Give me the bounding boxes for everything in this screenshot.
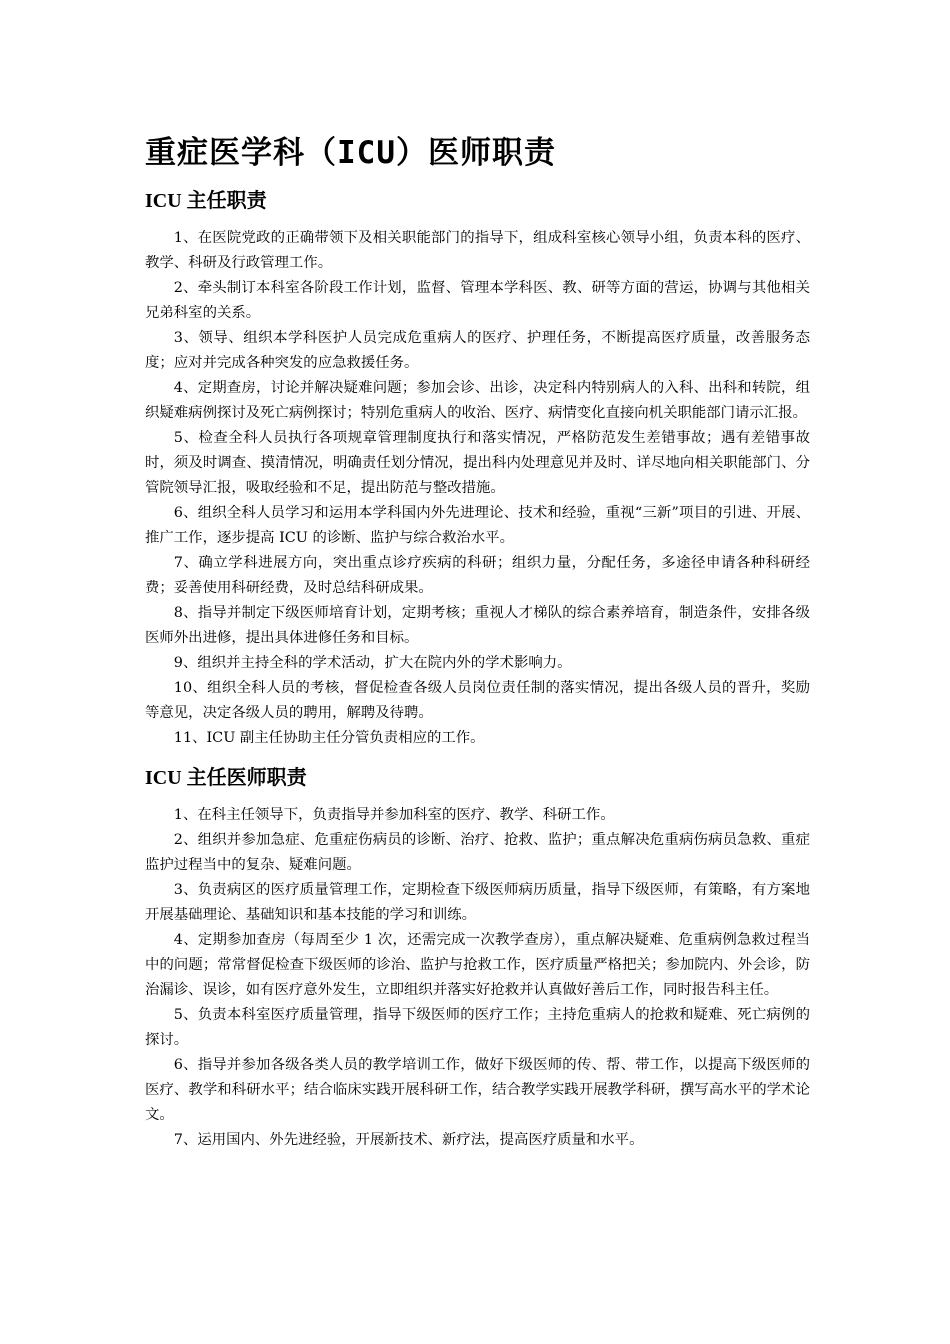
duty-paragraph: 6、指导并参加各级各类人员的教学培训工作，做好下级医师的传、帮、带工作，以提高下级医师的医疗、教学和科研水平；结合临床实践开展科研工作，结合教学实践开展教学科研，撰写高水平的学术论文。 [145,1057,810,1123]
duty-paragraph: 7、确立学科进展方向，突出重点诊疗疾病的科研；组织力量，分配任务，多途径申请各种科研经费；妥善使用科研经费，及时总结科研成果。 [145,555,810,596]
duty-paragraph: 3、负责病区的医疗质量管理工作，定期检查下级医师病历质量，指导下级医师，有策略，有方案地开展基础理论、基础知识和基本技能的学习和训练。 [145,882,810,923]
section-heading: ICU 主任医师职责 [145,767,307,789]
duty-paragraph: 1、在医院党政的正确带领下及相关职能部门的指导下，组成科室核心领导小组，负责本科的医疗、教学、科研及行政管理工作。 [145,230,810,271]
duty-paragraph: 3、领导、组织本学科医护人员完成危重病人的医疗、护理任务，不断提高医疗质量，改善服务态度；应对并完成各种突发的应急救援任务。 [145,330,810,371]
section-director-duties [145,186,810,751]
duty-paragraph: 11、ICU 副主任协助主任分管负责相应的工作。 [173,730,485,746]
duty-paragraph: 6、组织全科人员学习和运用本学科国内外先进理论、技术和经验，重视“三新”项目的引进、开展、推广工作，逐步提高 ICU 的诊断、监护与综合救治水平。 [145,505,810,546]
duty-paragraph: 10、组织全科人员的考核，督促检查各级人员岗位责任制的落实情况，提出各级人员的晋升，奖励等意见，决定各级人员的聘用，解聘及待聘。 [145,680,810,721]
duty-paragraph: 5、负责本科室医疗质量管理，指导下级医师的医疗工作；主持危重病人的抢救和疑难、死亡病例的探讨。 [145,1007,810,1048]
document-title: 重症医学科（ICU）医师职责 [145,135,556,171]
duty-paragraph: 5、检查全科人员执行各项规章管理制度执行和落实情况，严格防范发生差错事故；遇有差错事故时，须及时调查、摸清情况，明确责任划分情况，提出科内处理意见并及时、详尽地向相关职能部门、分管院领导汇报，吸取经验和不足，提出防范与整改措施。 [145,430,810,496]
duty-paragraph: 7、运用国内、外先进经验，开展新技术、新疗法，提高医疗质量和水平。 [173,1132,644,1148]
document-page [145,128,810,1153]
section-chief-physician-duties [145,763,810,1153]
duty-paragraph: 8、指导并制定下级医师培育计划，定期考核；重视人才梯队的综合素养培育，制造条件，安排各级医师外出进修，提出具体进修任务和目标。 [145,605,810,646]
duty-paragraph: 4、定期查房，讨论并解决疑难问题；参加会诊、出诊，决定科内特别病人的入科、出科和转院，组织疑难病例探讨及死亡病例探讨；特别危重病人的收治、医疗、病情变化直接向机关职能部门请示汇报。 [145,380,810,421]
duty-paragraph: 2、牵头制订本科室各阶段工作计划，监督、管理本学科医、教、研等方面的营运，协调与其他相关兄弟科室的关系。 [145,280,810,321]
duty-paragraph: 1、在科主任领导下，负责指导并参加科室的医疗、教学、科研工作。 [173,807,615,823]
duty-paragraph: 9、组织并主持全科的学术活动，扩大在院内外的学术影响力。 [173,655,572,671]
duty-paragraph: 2、组织并参加急症、危重症伤病员的诊断、治疗、抢救、监护；重点解决危重病伤病员急救、重症监护过程当中的复杂、疑难问题。 [145,832,810,873]
section-heading: ICU 主任职责 [145,190,267,212]
duty-paragraph: 4、定期参加查房（每周至少 1 次，还需完成一次教学查房），重点解决疑难、危重病例急救过程当中的问题；常常督促检查下级医师的诊治、监护与抢救工作，医疗质量严格把关；参加院内、外会诊，防治漏诊、误诊，如有医疗意外发生，立即组织并落实好抢救并认真做好善后工作，同时报告科主任。 [145,932,810,998]
